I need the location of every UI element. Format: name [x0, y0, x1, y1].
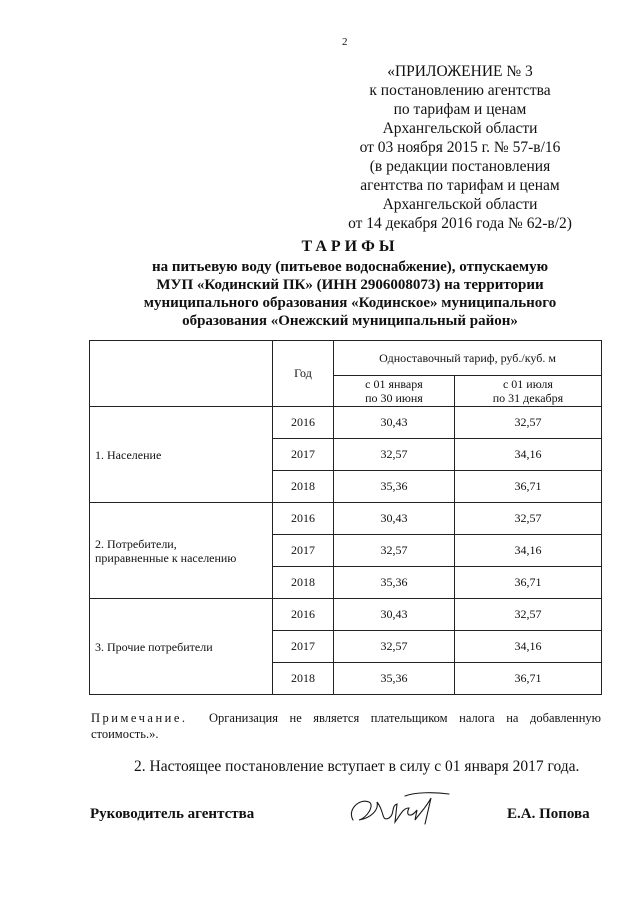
year-cell: 2018	[273, 567, 334, 599]
period-2-to: по 31 декабря	[492, 391, 564, 405]
tariff-cell: 32,57	[334, 535, 455, 567]
appendix-line: от 03 ноября 2015 г. № 57-в/16	[359, 139, 561, 156]
year-cell: 2018	[273, 663, 334, 695]
period-1-from: с 01 января	[365, 377, 423, 391]
signature-stroke	[351, 793, 449, 824]
period-2-header	[454, 376, 601, 407]
appendix-line: Архангельской области	[382, 120, 538, 137]
category-label: 3. Прочие потребители	[95, 639, 213, 654]
year-cell: 2016	[273, 407, 334, 439]
tariff-table	[89, 340, 602, 695]
category-label: приравненные к населению	[95, 550, 237, 565]
category-label: 1. Население	[95, 447, 162, 462]
tariff-cell: 34,16	[454, 631, 601, 663]
period-1-header	[334, 376, 455, 407]
tariff-cell: 32,57	[454, 503, 601, 535]
tariff-cell: 32,57	[454, 599, 601, 631]
tariff-cell: 35,36	[334, 471, 455, 503]
tariff-cell: 35,36	[334, 567, 455, 599]
effective-date-clause: 2. Настоящее постановление вступает в силу с 01 января 2017 года.	[134, 758, 580, 775]
tariff-cell: 36,71	[454, 663, 601, 695]
appendix-line: агентства по тарифам и ценам	[360, 177, 560, 194]
document-title	[60, 238, 640, 330]
tariff-cell: 34,16	[454, 439, 601, 471]
tariff-cell: 30,43	[334, 407, 455, 439]
appendix-line: Архангельской области	[382, 196, 538, 213]
category-label: 2. Потребители,	[95, 536, 177, 551]
category-cell	[90, 599, 273, 695]
table-row	[90, 599, 602, 631]
note-paragraph	[91, 710, 601, 742]
year-cell: 2017	[273, 631, 334, 663]
category-header	[90, 341, 273, 407]
category-cell	[90, 503, 273, 599]
signatory-title: Руководитель агентства	[90, 806, 255, 822]
period-1-to: по 30 июня	[365, 391, 423, 405]
tariff-cell: 30,43	[334, 503, 455, 535]
tariff-header: Одноставочный тариф, руб./куб. м	[334, 341, 602, 376]
year-cell: 2016	[273, 503, 334, 535]
year-header: Год	[273, 341, 334, 407]
tariff-cell: 36,71	[454, 567, 601, 599]
tariff-cell: 35,36	[334, 663, 455, 695]
appendix-header	[330, 62, 590, 233]
year-cell: 2016	[273, 599, 334, 631]
tariff-cell: 34,16	[454, 535, 601, 567]
table-row	[90, 503, 602, 535]
signatory-name: Е.А. Попова	[507, 806, 590, 822]
title-line: муниципального образования «Кодинское» муниципального	[143, 295, 557, 311]
table-row	[90, 407, 602, 439]
page-number: 2	[342, 36, 348, 48]
title-line: на питьевую воду (питьевое водоснабжение), отпускаемую	[151, 259, 549, 275]
appendix-line: к постановлению агентства	[369, 82, 551, 99]
year-cell: 2018	[273, 471, 334, 503]
tariff-cell: 32,57	[334, 631, 455, 663]
title-main: ТАРИФЫ	[301, 238, 399, 255]
title-line: МУП «Кодинский ПК» (ИНН 2906008073) на территории	[156, 277, 544, 293]
tariff-cell: 32,57	[334, 439, 455, 471]
tariff-cell: 32,57	[454, 407, 601, 439]
handwritten-signature	[345, 788, 455, 832]
note-label: Примечание.	[91, 711, 188, 725]
appendix-line: от 14 декабря 2016 года № 62-в/2)	[348, 215, 572, 232]
tariff-cell: 30,43	[334, 599, 455, 631]
appendix-line: (в редакции постановления	[369, 158, 551, 175]
category-cell	[90, 407, 273, 503]
title-line: образования «Онежский муниципальный район»	[182, 313, 518, 329]
year-cell: 2017	[273, 535, 334, 567]
table-note	[91, 710, 601, 742]
table-header-row	[90, 341, 602, 376]
tariff-cell: 36,71	[454, 471, 601, 503]
year-cell: 2017	[273, 439, 334, 471]
period-2-from: с 01 июля	[502, 377, 553, 391]
appendix-line: по тарифам и ценам	[393, 101, 527, 118]
note-text: Организация не является плательщиком налога на добавленную стоимость.».	[91, 711, 601, 741]
appendix-line: «ПРИЛОЖЕНИЕ № 3	[387, 63, 533, 80]
